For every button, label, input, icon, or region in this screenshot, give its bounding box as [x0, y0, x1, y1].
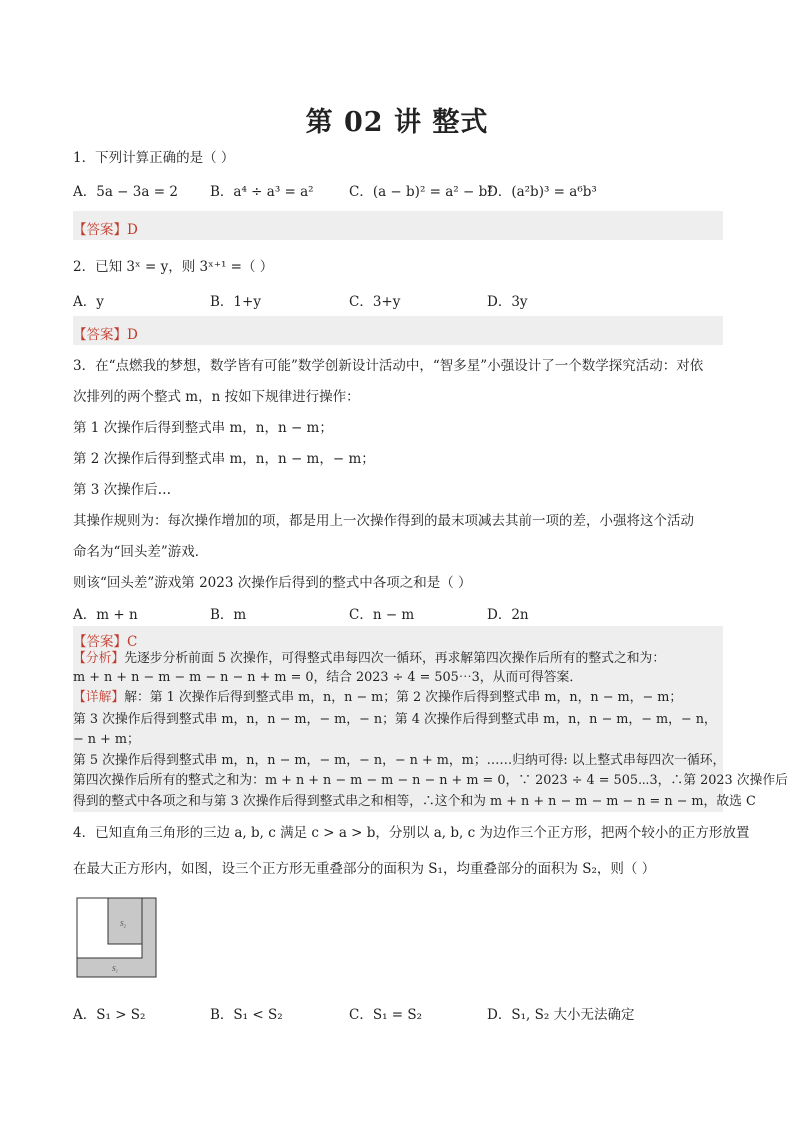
analysis-text: 先逐步分析前面 5 次操作，可得整式串每四次一循环，再求解第四次操作后所有的整式之和为： [124, 651, 666, 666]
label-s2: S₂ [120, 920, 126, 928]
q4-option-b: B．S₁ < S₂ [210, 1007, 283, 1023]
q3-option-b: B．m [210, 607, 247, 623]
q3-answer [73, 630, 137, 650]
q3-line-5: 第 3 次操作后… [73, 482, 172, 498]
q3-detail-line-4: 第 5 次操作后得到整式串 m，n，n − m，− m，− n，− n + m，m；……归纳可得: 以上整式串每四次一循环， [73, 753, 726, 768]
q3-detail-line-2: 第 3 次操作后得到整式串 m，n，n − m，− m，− n；第 4 次操作后得到整式串 m，n，n − m，− m，− n， [73, 712, 717, 727]
q2-option-c: C．3+y [349, 294, 401, 310]
answer-label: 【答案】 [73, 327, 127, 343]
q1-answer [73, 218, 138, 238]
q3-detail-line-6: 得到的整式中各项之和与第 3 次操作后得到整式串之和相等，∴这个和为 m + n + n − m − m − n = n − m，故选 C [73, 794, 756, 809]
detail-text: 解：第 1 次操作后得到整式串 m，n，n − m；第 2 次操作后得到整式串 m，n，n − m，− m； [124, 690, 683, 705]
detail-label: 【详解】 [73, 690, 125, 705]
q2-answer-box [73, 316, 723, 345]
q4-line-2: 在最大正方形内，如图，设三个正方形无重叠部分的面积为 S₁，均重叠部分的面积为 S₂，则（ ） [73, 861, 656, 877]
q2-answer [73, 323, 138, 343]
squares-figure [76, 897, 158, 979]
q4-option-a: A．S₁ > S₂ [73, 1007, 146, 1023]
q1-option-d: D．(a²b)³ = a⁶b³ [487, 184, 597, 200]
q1-stem: 1．下列计算正确的是（ ） [73, 150, 235, 166]
q1-option-b: B．a⁴ ÷ a³ = a² [210, 184, 314, 200]
q4-line-1: 4．已知直角三角形的三边 a, b, c 满足 c > a > b，分别以 a, b, c 为边作三个正方形，把两个较小的正方形放置 [73, 825, 750, 841]
q4-option-c: C．S₁ = S₂ [349, 1007, 423, 1023]
q3-line-2: 次排列的两个整式 m，n 按如下规律进行操作： [73, 389, 360, 405]
q4-option-d: D．S₁, S₂ 大小无法确定 [487, 1007, 635, 1023]
q2-option-d: D．3y [487, 294, 528, 310]
q3-option-d: D．2n [487, 607, 529, 623]
answer-label: 【答案】 [73, 634, 127, 650]
q3-analysis-line-1 [73, 650, 665, 667]
q3-detail-line-5: 第四次操作后所有的整式之和为：m + n + n − m − m − n − n + m = 0，∵ 2023 ÷ 4 = 505⋯3，∴第 2023 次操作后 [73, 773, 788, 788]
page-title: 第 02 讲 整式 [305, 107, 489, 138]
label-s1: S₁ [112, 965, 118, 973]
analysis-label: 【分析】 [73, 651, 125, 666]
q1-option-a: A．5a − 3a = 2 [73, 184, 178, 200]
answer-label: 【答案】 [73, 222, 127, 238]
answer-value: D [127, 222, 138, 238]
q2-option-b: B．1+y [210, 294, 261, 310]
q3-option-a: A．m + n [73, 607, 138, 623]
q3-line-6: 其操作规则为：每次操作增加的项，都是用上一次操作得到的最末项减去其前一项的差，小强将这个活动 [73, 513, 694, 529]
q1-answer-box [73, 211, 723, 240]
q2-stem: 2．已知 3ˣ = y，则 3ˣ⁺¹ =（ ） [73, 259, 274, 275]
q3-option-c: C．n − m [349, 607, 415, 623]
answer-value: C [127, 634, 138, 650]
answer-value: D [127, 327, 138, 343]
q3-analysis-line-2: m + n + n − m − m − n − n + m = 0，结合 2023 ÷ 4 = 505⋯3，从而可得答案． [73, 670, 583, 685]
q3-line-8: 则该“回头差”游戏第 2023 次操作后得到的整式中各项之和是（ ） [73, 575, 472, 591]
q3-line-1: 3．在“点燃我的梦想，数学皆有可能”数学创新设计活动中，“智多星”小强设计了一个数学探究活动：对依 [73, 358, 704, 374]
q3-detail-line-3: − n + m； [73, 732, 140, 747]
q1-option-c: C．(a − b)² = a² − b² [349, 184, 493, 200]
q2-option-a: A．y [73, 294, 104, 310]
q3-line-3: 第 1 次操作后得到整式串 m，n，n − m； [73, 420, 333, 436]
q3-line-7: 命名为“回头差”游戏． [73, 544, 209, 560]
q3-line-4: 第 2 次操作后得到整式串 m，n，n − m，− m； [73, 451, 375, 467]
q3-detail-line-1 [73, 689, 682, 706]
